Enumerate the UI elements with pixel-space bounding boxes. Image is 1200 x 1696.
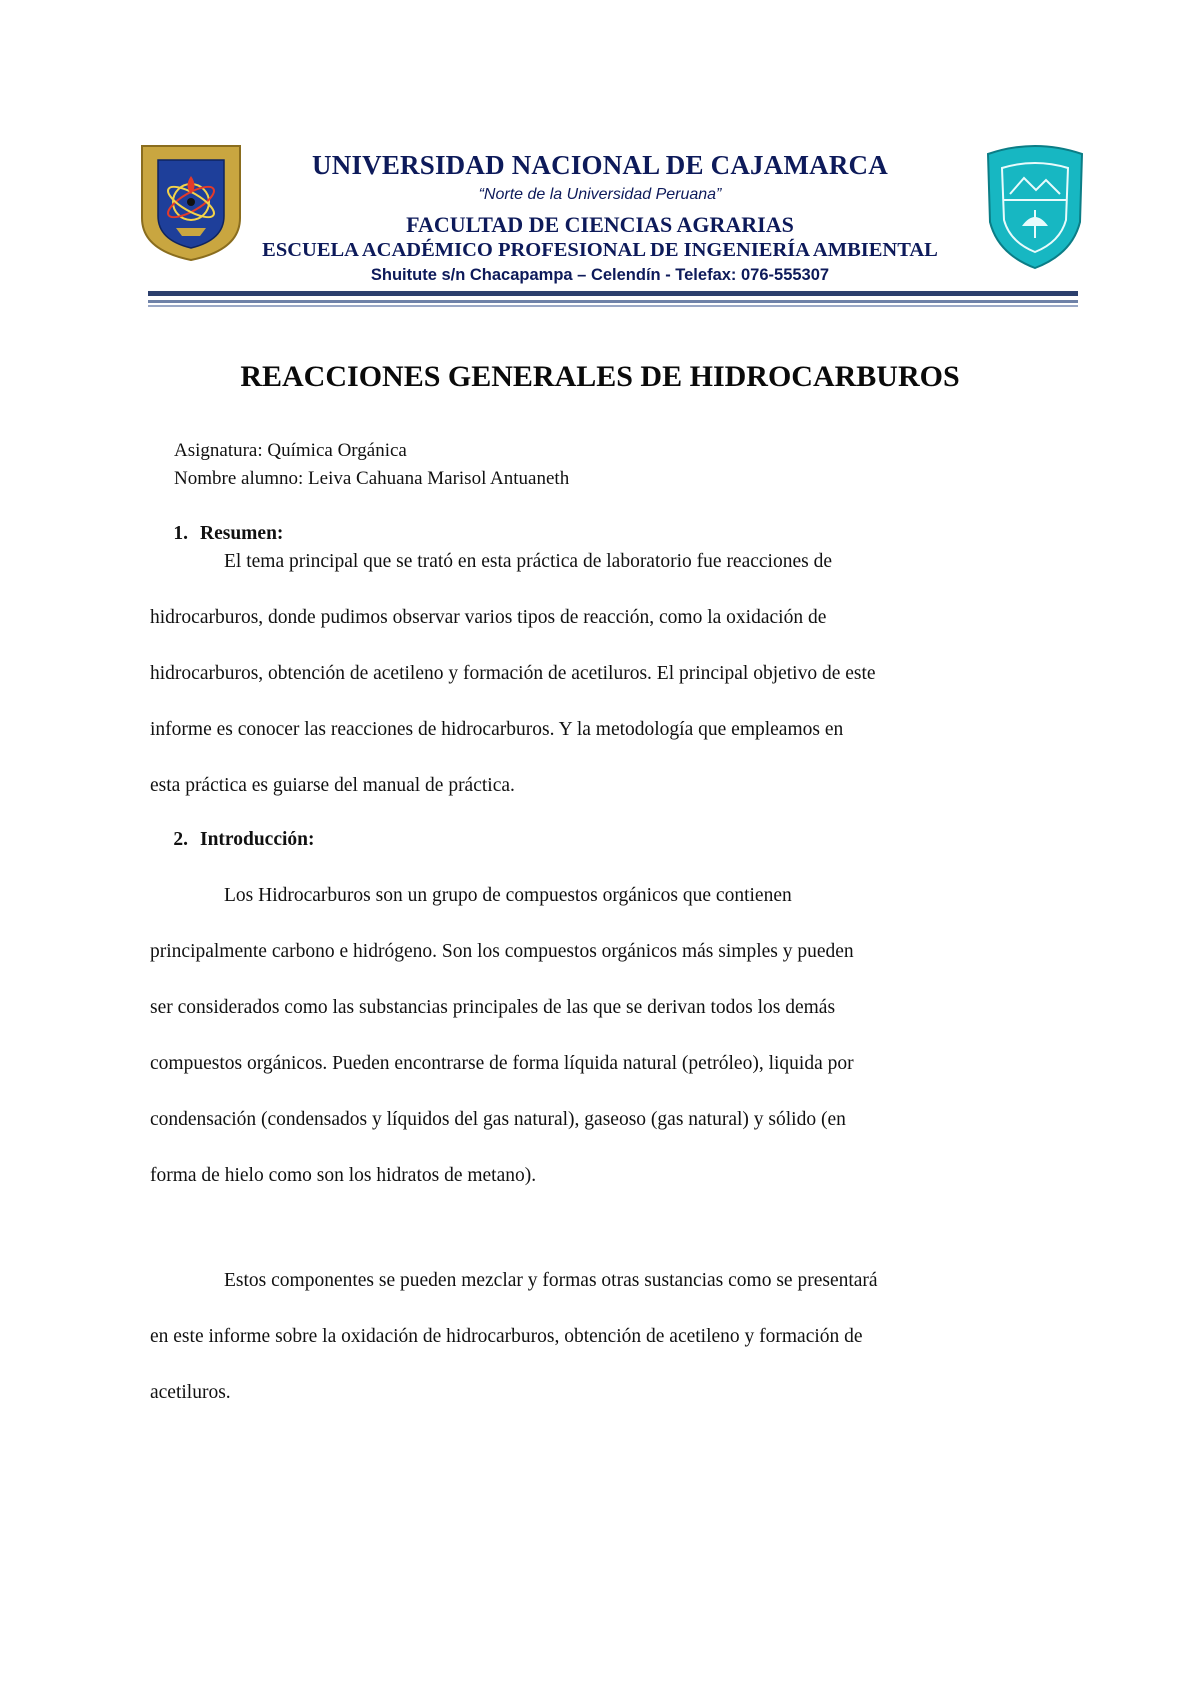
address-line: Shuitute s/n Chacapampa – Celendín - Telefax: 076-555307 bbox=[370, 266, 830, 284]
header-rule-thick bbox=[148, 291, 1078, 296]
paragraph-line: principalmente carbono e hidrógeno. Son los compuestos orgánicos más simples y pueden bbox=[150, 941, 854, 962]
paragraph-line: hidrocarburos, obtención de acetileno y formación de acetiluros. El principal objetivo de este bbox=[150, 663, 876, 684]
paragraph-line: acetiluros. bbox=[150, 1382, 231, 1403]
letterhead bbox=[0, 0, 1200, 320]
paragraph-line: esta práctica es guiarse del manual de práctica. bbox=[150, 775, 515, 796]
section-number: 1. bbox=[173, 523, 188, 544]
paragraph-line: El tema principal que se trató en esta práctica de laboratorio fue reacciones de bbox=[224, 551, 832, 572]
paragraph-line: compuestos orgánicos. Pueden encontrarse de forma líquida natural (petróleo), liquida por bbox=[150, 1053, 854, 1074]
university-name: UNIVERSIDAD NACIONAL DE CAJAMARCA bbox=[312, 150, 888, 180]
paragraph-line: condensación (condensados y líquidos del gas natural), gaseoso (gas natural) y sólido (en bbox=[150, 1109, 846, 1130]
section-title: Introducción: bbox=[200, 829, 315, 850]
header-rule-mid bbox=[148, 300, 1078, 303]
faculty-name: FACULTAD DE CIENCIAS AGRARIAS bbox=[406, 212, 794, 237]
paragraph-line: forma de hielo como son los hidratos de metano). bbox=[150, 1165, 537, 1186]
university-motto: “Norte de la Universidad Peruana” bbox=[478, 186, 722, 203]
school-name: ESCUELA ACADÉMICO PROFESIONAL DE INGENIERÍA AMBIENTAL bbox=[262, 239, 938, 261]
section-number: 2. bbox=[173, 829, 188, 850]
paragraph-line: hidrocarburos, donde pudimos observar varios tipos de reacción, como la oxidación de bbox=[150, 607, 827, 628]
faculty-shield-icon bbox=[980, 138, 1090, 272]
subject-line: Asignatura: Química Orgánica bbox=[174, 440, 407, 461]
section-title: Resumen: bbox=[200, 523, 284, 544]
paragraph-line: en este informe sobre la oxidación de hidrocarburos, obtención de acetileno y formación de bbox=[150, 1326, 863, 1347]
document-title: REACCIONES GENERALES DE HIDROCARBUROS bbox=[240, 360, 960, 393]
header-rule-thin bbox=[148, 305, 1078, 307]
student-line: Nombre alumno: Leiva Cahuana Marisol Antuaneth bbox=[174, 468, 570, 489]
paragraph-line: ser considerados como las substancias principales de las que se derivan todos los demás bbox=[150, 997, 836, 1018]
paragraph-line: informe es conocer las reacciones de hidrocarburos. Y la metodología que empleamos en bbox=[150, 719, 844, 740]
section-heading-introduccion bbox=[150, 829, 315, 851]
paragraph-line: Los Hidrocarburos son un grupo de compuestos orgánicos que contienen bbox=[224, 885, 792, 906]
paragraph-line: Estos componentes se pueden mezclar y formas otras sustancias como se presentará bbox=[224, 1270, 878, 1291]
